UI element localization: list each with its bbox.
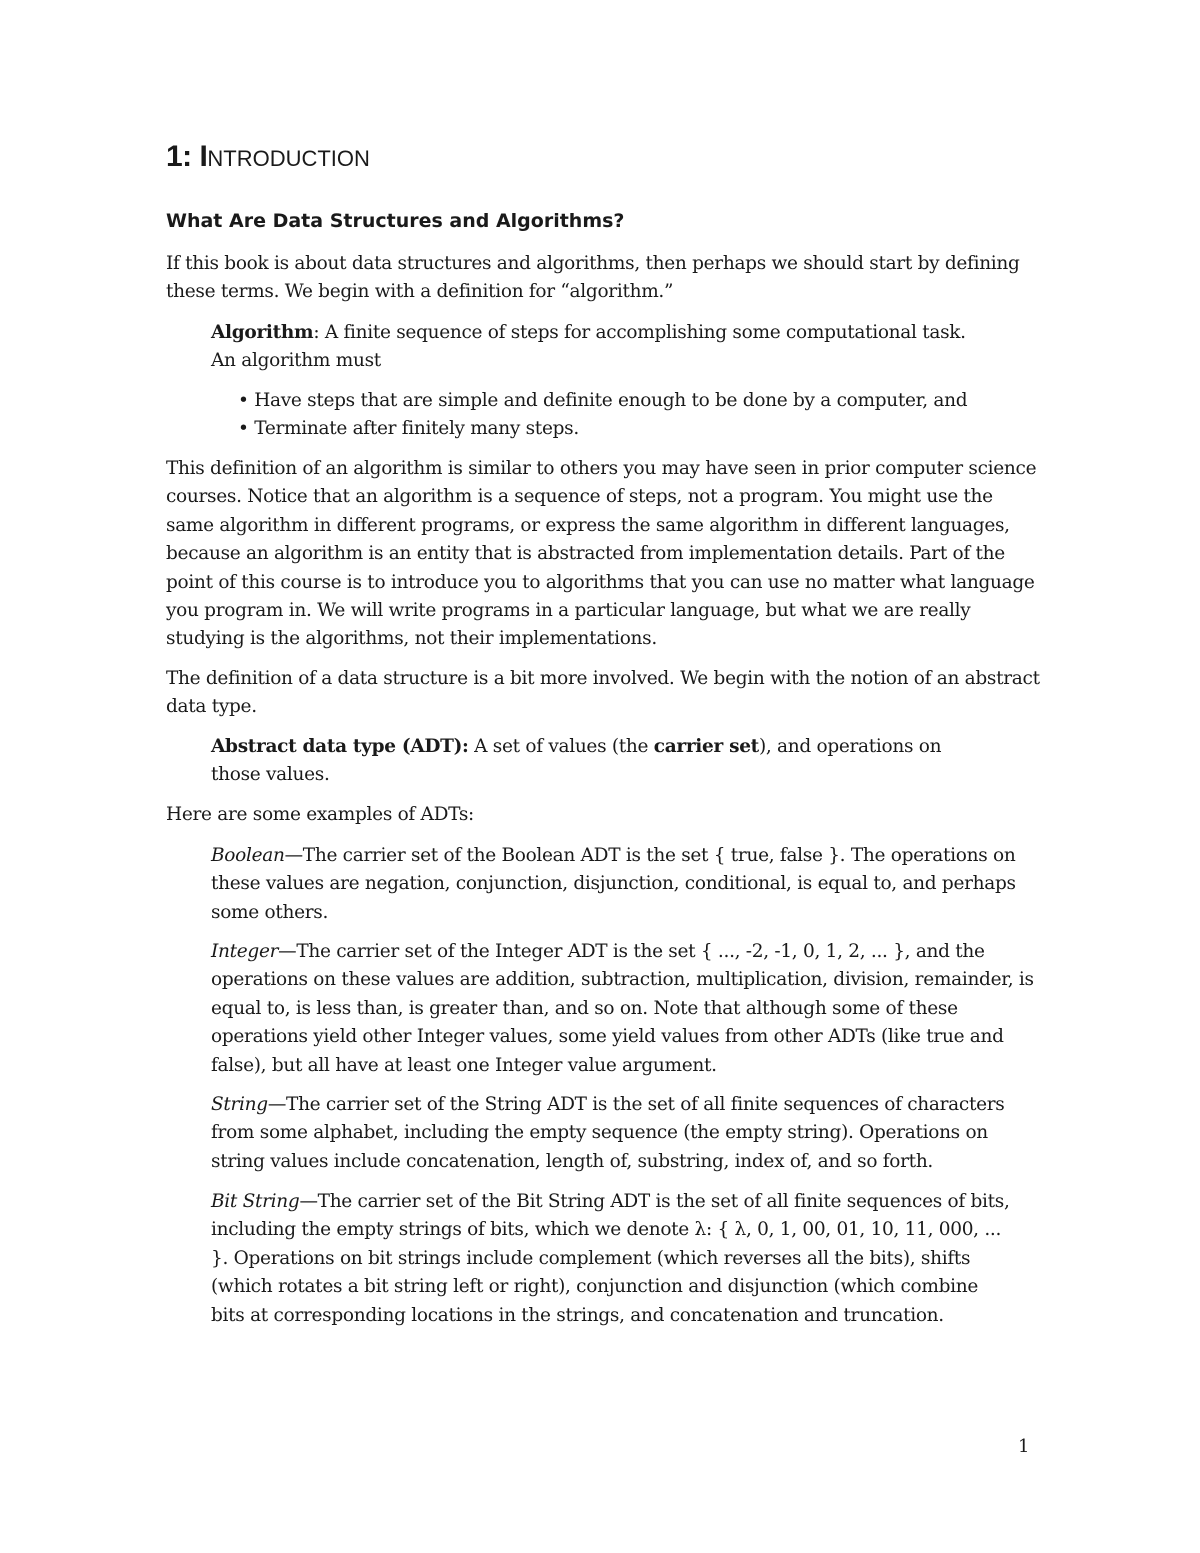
adt-definition xyxy=(211,733,991,790)
list-item xyxy=(238,415,1018,443)
example-dash: — xyxy=(284,845,303,866)
algorithm-term: Algorithm xyxy=(211,322,314,343)
algorithm-definition-text: A finite sequence of steps for accomplishing some computational task. An algorithm must xyxy=(211,322,966,372)
section-heading: What Are Data Structures and Algorithms? xyxy=(166,210,625,232)
chapter-title xyxy=(166,140,370,174)
intro-paragraph: If this book is about data structures and algorithms, then perhaps we should start by defining these terms. We begin with a definition for “algorithm.” xyxy=(166,253,1020,303)
example-text: The carrier set of the String ADT is the set of all finite sequences of characters from some alphabet, including the empty sequence (the empty string). Operations on string values include concatenation, length of, substring, index of, and so forth. xyxy=(211,1094,1005,1172)
chapter-number: 1: xyxy=(166,140,192,173)
algorithm-separator: : xyxy=(313,322,325,343)
bullet-text: Terminate after finitely many steps. xyxy=(254,418,579,439)
adt-text-before: A set of values (the xyxy=(468,736,654,757)
example-dash: — xyxy=(267,1094,287,1115)
example-integer xyxy=(211,938,1041,1080)
chapter-title-rest: NTRODUCTION xyxy=(207,146,370,171)
example-term: Integer xyxy=(211,941,279,962)
example-term: Bit String xyxy=(211,1191,300,1212)
adt-term: Abstract data type (ADT): xyxy=(211,736,469,757)
bullet-marker: • xyxy=(238,418,249,439)
adt-text-after: ), and operations on those values. xyxy=(211,736,942,786)
algorithm-definition xyxy=(211,319,991,376)
paragraph-algorithm-discussion: This definition of an algorithm is similar to others you may have seen in prior computer science courses. Notice that an algorithm is a sequence of steps, not a program. You might use the same algorithm in different programs, or express the same algorithm in different languages, because an algorithm is an entity that is abstracted from implementation details. Part of the point of this course is to introduce you to algorithms that you can use no matter what language you program in. We will write programs in a particular language, but what we are really studying is the algorithms, not their implementations. xyxy=(166,458,1037,650)
example-dash: — xyxy=(299,1191,318,1212)
example-term: String xyxy=(211,1094,268,1115)
example-term: Boolean xyxy=(211,845,285,866)
examples-intro: Here are some examples of ADTs: xyxy=(166,804,474,825)
chapter-title-initial: I xyxy=(199,140,208,173)
example-text: The carrier set of the Bit String ADT is the set of all finite sequences of bits, including the empty strings of bits, which we denote λ: { λ, 0, 1, 00, 01, 10, 11, 000, ... }. Operations on bit strings include complement (which reverses all the bits), shifts (which rotates a bit string left or right), conjunction and disjunction (which combine bits at corresponding locations in the strings, and concatenation and truncation. xyxy=(211,1191,1010,1326)
example-text: The carrier set of the Integer ADT is the set { ..., -2, -1, 0, 1, 2, ... }, and the operations on these values are addition, subtraction, multiplication, division, remainder, is equal to, is less than, is greater than, and so on. Note that although some of these operations yield other Integer values, some yield values from other ADTs (like true and false), but all have at least one Integer value argument. xyxy=(211,941,1034,1076)
example-boolean xyxy=(211,842,1041,927)
bullet-text: Have steps that are simple and definite enough to be done by a computer, and xyxy=(254,390,968,411)
example-text: The carrier set of the Boolean ADT is the set { true, false }. The operations on these values are negation, conjunction, disjunction, conditional, is equal to, and perhaps some others. xyxy=(211,845,1016,923)
example-dash: — xyxy=(278,941,297,962)
bullet-marker: • xyxy=(238,390,249,411)
list-item xyxy=(238,387,1018,415)
example-bit-string xyxy=(211,1188,1011,1330)
page-number: 1 xyxy=(1018,1436,1030,1457)
paragraph-data-structure: The definition of a data structure is a bit more involved. We begin with the notion of an abstract data type. xyxy=(166,668,1040,718)
carrier-set-term: carrier set xyxy=(653,736,759,757)
example-string xyxy=(211,1091,1041,1176)
